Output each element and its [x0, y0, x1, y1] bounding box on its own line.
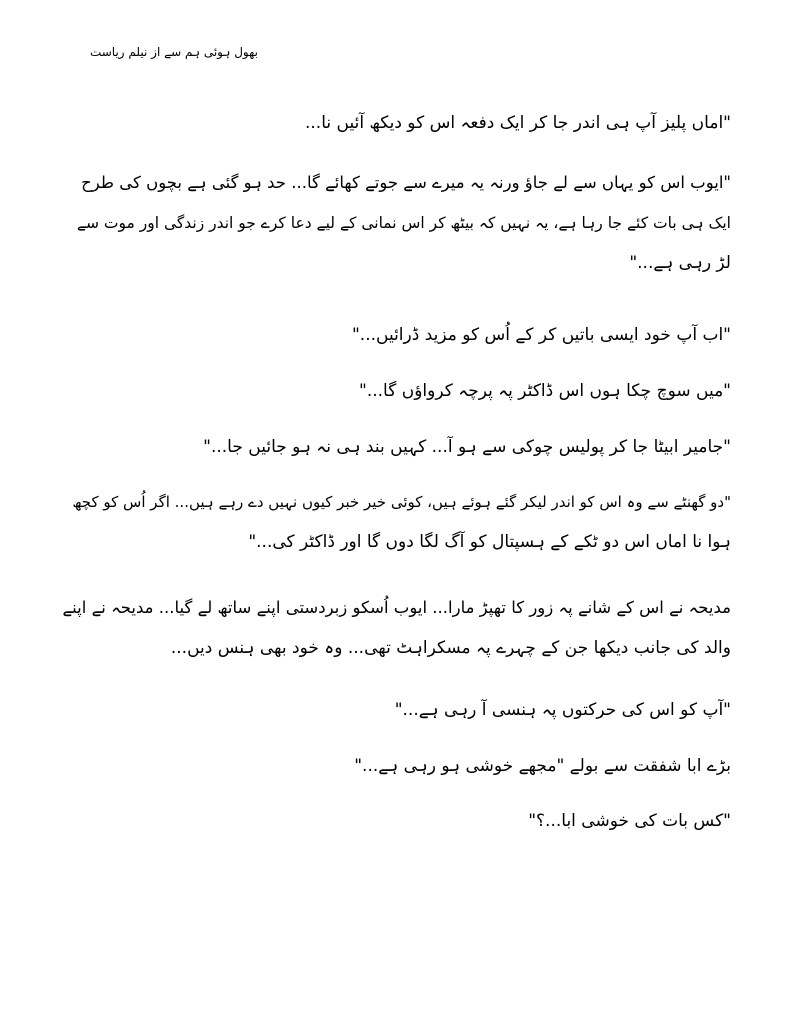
paragraph [51, 588, 731, 668]
paragraph [231, 371, 731, 411]
paragraph-line: "میں سوچ چکا ہوں اس ڈاکٹر پہ پرچہ کرواؤں گا..." [359, 381, 731, 401]
paragraph [51, 482, 731, 562]
paragraph-line: "ایوب اس کو یہاں سے لے جاؤ ورنہ یہ میرے سے جوتے کھائے گا... حد ہو گئی ہے بچوں کی طرح [81, 173, 731, 192]
paragraph [231, 103, 731, 143]
paragraph-line: مدیحہ نے اس کے شانے پہ زور کا تھپڑ مارا... ایوب اُسکو زبردستی اپنے ساتھ لے گیا... مدیحہ نے اپنے [62, 598, 731, 617]
paragraph-line: "کس بات کی خوشی ابا...؟" [528, 811, 731, 831]
paragraph-line: والد کی جانب دیکھا جن کے چہرے پہ مسکراہٹ تھی... وہ خود بھی ہنس دیں... [170, 638, 731, 658]
paragraph-line: "دو گھنٹے سے وہ اس کو اندر لیکر گئے ہوئے ہیں، کوئی خیر خبر کیوں نہیں دے رہے ہیں... اگر اُس کو کچھ [72, 493, 731, 511]
paragraph-line: "آپ کو اس کی حرکتوں پہ ہنسی آ رہی ہے..." [394, 700, 731, 720]
paragraph [71, 163, 731, 283]
paragraph-line: "اماں پلیز آپ ہی اندر جا کر ایک دفعہ اس کو دیکھ آئیں نا... [305, 113, 731, 133]
paragraph [171, 427, 731, 467]
paragraph [231, 746, 731, 786]
paragraph-line: ایک ہی بات کئے جا رہا ہے، یہ نہیں کہ بیٹھ کر اس نمانی کے لیے دعا کرے جو اندر زندگی اور موت سے [76, 214, 731, 232]
paragraph-line: لڑ رہی ہے..." [629, 253, 731, 273]
paragraph-line: "جامیر ابیٹا جا کر پولیس چوکی سے ہو آ... کہیں بند ہی نہ ہو جائیں جا..." [203, 437, 731, 457]
paragraph [231, 315, 731, 355]
paragraph [231, 801, 731, 841]
paragraph-line: ہوا نا اماں اس دو ٹکے کے ہسپتال کو آگ لگا دوں گا اور ڈاکٹر کی..." [248, 532, 731, 552]
paragraph-line: بڑے ابا شفقت سے بولے "مجھے خوشی ہو رہی ہے..." [354, 756, 731, 776]
running-header: بھول ہوئی ہم سے از نیلم ریاست [89, 45, 258, 59]
paragraph [231, 690, 731, 730]
paragraph-line: "اب آپ خود ایسی باتیں کر کے اُس کو مزید ڈرائیں..." [351, 325, 731, 345]
